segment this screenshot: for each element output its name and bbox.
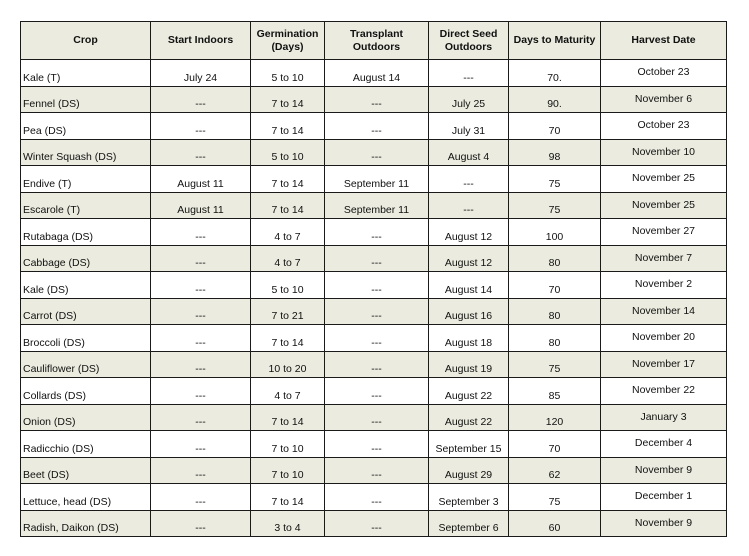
table-row: [21, 404, 727, 431]
table-row: [21, 60, 727, 87]
harvest-cell: November 27: [601, 219, 727, 246]
direct-seed-cell: August 12: [429, 245, 509, 272]
harvest-cell: October 23: [601, 113, 727, 140]
header-transplant-outdoors: Transplant Outdoors: [325, 22, 429, 60]
planting-schedule: [20, 21, 726, 537]
table-row: [21, 457, 727, 484]
table-row: [21, 484, 727, 511]
crop-cell: Cauliflower (DS): [21, 351, 151, 378]
start-indoors-cell: August 11: [151, 192, 251, 219]
direct-seed-cell: ---: [429, 60, 509, 87]
table-row: [21, 325, 727, 352]
start-indoors-cell: ---: [151, 510, 251, 537]
maturity-cell: 120: [509, 404, 601, 431]
start-indoors-cell: ---: [151, 457, 251, 484]
transplant-cell: ---: [325, 113, 429, 140]
transplant-cell: ---: [325, 139, 429, 166]
planting-table: [20, 21, 727, 537]
germination-cell: 5 to 10: [251, 139, 325, 166]
transplant-cell: ---: [325, 272, 429, 299]
crop-cell: Broccoli (DS): [21, 325, 151, 352]
crop-cell: Onion (DS): [21, 404, 151, 431]
crop-cell: Radish, Daikon (DS): [21, 510, 151, 537]
start-indoors-cell: ---: [151, 484, 251, 511]
start-indoors-cell: ---: [151, 298, 251, 325]
transplant-cell: September 11: [325, 192, 429, 219]
crop-cell: Fennel (DS): [21, 86, 151, 113]
crop-cell: Winter Squash (DS): [21, 139, 151, 166]
harvest-cell: November 20: [601, 325, 727, 352]
germination-cell: 7 to 10: [251, 431, 325, 458]
germination-cell: 7 to 14: [251, 192, 325, 219]
direct-seed-cell: August 22: [429, 378, 509, 405]
crop-cell: Radicchio (DS): [21, 431, 151, 458]
start-indoors-cell: ---: [151, 113, 251, 140]
transplant-cell: ---: [325, 219, 429, 246]
harvest-cell: October 23: [601, 60, 727, 87]
transplant-cell: ---: [325, 245, 429, 272]
maturity-cell: 70: [509, 431, 601, 458]
germination-cell: 7 to 14: [251, 325, 325, 352]
germination-cell: 7 to 14: [251, 86, 325, 113]
harvest-cell: November 25: [601, 166, 727, 193]
direct-seed-cell: August 4: [429, 139, 509, 166]
direct-seed-cell: ---: [429, 166, 509, 193]
table-body: [21, 60, 727, 537]
table-row: [21, 378, 727, 405]
maturity-cell: 80: [509, 298, 601, 325]
harvest-cell: November 9: [601, 457, 727, 484]
germination-cell: 4 to 7: [251, 219, 325, 246]
harvest-cell: December 1: [601, 484, 727, 511]
direct-seed-cell: August 18: [429, 325, 509, 352]
maturity-cell: 70.: [509, 60, 601, 87]
maturity-cell: 75: [509, 484, 601, 511]
germination-cell: 7 to 14: [251, 166, 325, 193]
direct-seed-cell: August 16: [429, 298, 509, 325]
table-row: [21, 86, 727, 113]
crop-cell: Kale (T): [21, 60, 151, 87]
direct-seed-cell: September 15: [429, 431, 509, 458]
crop-cell: Escarole (T): [21, 192, 151, 219]
crop-cell: Rutabaga (DS): [21, 219, 151, 246]
start-indoors-cell: ---: [151, 351, 251, 378]
direct-seed-cell: August 29: [429, 457, 509, 484]
harvest-cell: November 9: [601, 510, 727, 537]
maturity-cell: 70: [509, 113, 601, 140]
harvest-cell: November 22: [601, 378, 727, 405]
start-indoors-cell: July 24: [151, 60, 251, 87]
direct-seed-cell: August 14: [429, 272, 509, 299]
start-indoors-cell: ---: [151, 272, 251, 299]
germination-cell: 7 to 14: [251, 404, 325, 431]
harvest-cell: November 2: [601, 272, 727, 299]
header-harvest-date: Harvest Date: [601, 22, 727, 60]
header-direct-seed-outdoors: Direct Seed Outdoors: [429, 22, 509, 60]
table-row: [21, 298, 727, 325]
start-indoors-cell: ---: [151, 245, 251, 272]
table-row: [21, 192, 727, 219]
harvest-cell: November 7: [601, 245, 727, 272]
germination-cell: 5 to 10: [251, 60, 325, 87]
transplant-cell: ---: [325, 325, 429, 352]
maturity-cell: 75: [509, 166, 601, 193]
start-indoors-cell: ---: [151, 378, 251, 405]
transplant-cell: August 14: [325, 60, 429, 87]
maturity-cell: 80: [509, 245, 601, 272]
direct-seed-cell: July 31: [429, 113, 509, 140]
start-indoors-cell: ---: [151, 404, 251, 431]
transplant-cell: ---: [325, 351, 429, 378]
harvest-cell: November 10: [601, 139, 727, 166]
header-days-to-maturity: Days to Maturity: [509, 22, 601, 60]
transplant-cell: ---: [325, 298, 429, 325]
harvest-cell: November 6: [601, 86, 727, 113]
table-row: [21, 351, 727, 378]
germination-cell: 5 to 10: [251, 272, 325, 299]
germination-cell: 3 to 4: [251, 510, 325, 537]
direct-seed-cell: September 3: [429, 484, 509, 511]
transplant-cell: ---: [325, 431, 429, 458]
germination-cell: 7 to 14: [251, 484, 325, 511]
start-indoors-cell: ---: [151, 325, 251, 352]
maturity-cell: 98: [509, 139, 601, 166]
table-row: [21, 166, 727, 193]
crop-cell: Lettuce, head (DS): [21, 484, 151, 511]
transplant-cell: ---: [325, 86, 429, 113]
table-row: [21, 113, 727, 140]
start-indoors-cell: ---: [151, 431, 251, 458]
maturity-cell: 100: [509, 219, 601, 246]
transplant-cell: ---: [325, 378, 429, 405]
transplant-cell: September 11: [325, 166, 429, 193]
maturity-cell: 80: [509, 325, 601, 352]
maturity-cell: 60: [509, 510, 601, 537]
direct-seed-cell: September 6: [429, 510, 509, 537]
header-germination: Germination (Days): [251, 22, 325, 60]
transplant-cell: ---: [325, 484, 429, 511]
table-row: [21, 272, 727, 299]
transplant-cell: ---: [325, 404, 429, 431]
start-indoors-cell: ---: [151, 139, 251, 166]
table-row: [21, 510, 727, 537]
direct-seed-cell: July 25: [429, 86, 509, 113]
harvest-cell: January 3: [601, 404, 727, 431]
maturity-cell: 85: [509, 378, 601, 405]
transplant-cell: ---: [325, 457, 429, 484]
direct-seed-cell: ---: [429, 192, 509, 219]
harvest-cell: December 4: [601, 431, 727, 458]
harvest-cell: November 25: [601, 192, 727, 219]
direct-seed-cell: August 22: [429, 404, 509, 431]
crop-cell: Pea (DS): [21, 113, 151, 140]
crop-cell: Carrot (DS): [21, 298, 151, 325]
maturity-cell: 75: [509, 351, 601, 378]
germination-cell: 7 to 10: [251, 457, 325, 484]
crop-cell: Beet (DS): [21, 457, 151, 484]
germination-cell: 7 to 14: [251, 113, 325, 140]
harvest-cell: November 17: [601, 351, 727, 378]
maturity-cell: 70: [509, 272, 601, 299]
crop-cell: Kale (DS): [21, 272, 151, 299]
crop-cell: Collards (DS): [21, 378, 151, 405]
harvest-cell: November 14: [601, 298, 727, 325]
maturity-cell: 62: [509, 457, 601, 484]
direct-seed-cell: August 19: [429, 351, 509, 378]
maturity-cell: 75: [509, 192, 601, 219]
start-indoors-cell: ---: [151, 86, 251, 113]
transplant-cell: ---: [325, 510, 429, 537]
germination-cell: 4 to 7: [251, 378, 325, 405]
direct-seed-cell: August 12: [429, 219, 509, 246]
table-row: [21, 139, 727, 166]
crop-cell: Cabbage (DS): [21, 245, 151, 272]
germination-cell: 7 to 21: [251, 298, 325, 325]
maturity-cell: 90.: [509, 86, 601, 113]
start-indoors-cell: August 11: [151, 166, 251, 193]
table-row: [21, 431, 727, 458]
header-row: [21, 22, 727, 60]
crop-cell: Endive (T): [21, 166, 151, 193]
germination-cell: 10 to 20: [251, 351, 325, 378]
table-row: [21, 219, 727, 246]
germination-cell: 4 to 7: [251, 245, 325, 272]
start-indoors-cell: ---: [151, 219, 251, 246]
table-row: [21, 245, 727, 272]
header-crop: Crop: [21, 22, 151, 60]
header-start-indoors: Start Indoors: [151, 22, 251, 60]
